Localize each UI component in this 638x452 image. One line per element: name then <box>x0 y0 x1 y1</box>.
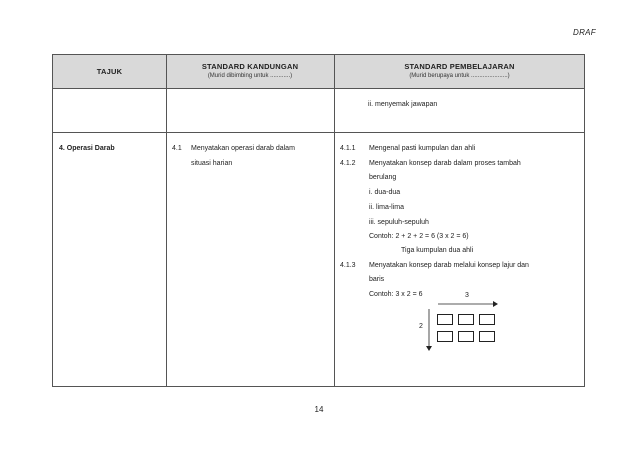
example-text: Contoh: 2 + 2 + 2 = 6 (3 x 2 = 6) <box>369 233 469 240</box>
table-header <box>53 55 584 89</box>
curriculum-table <box>52 54 585 387</box>
learning-subitem: i. dua-dua <box>369 189 401 196</box>
header-tajuk: TAJUK <box>96 67 123 76</box>
header-standard-kandungan-sub: (Murid dibimbing untuk ............) <box>207 73 293 79</box>
learning-text: Menyatakan konsep darab melalui konsep lajur dan <box>369 262 529 269</box>
learning-code: 4.1.2 <box>340 160 356 167</box>
array-box <box>437 314 453 325</box>
header-standard-pembelajaran: STANDARD PEMBELAJARAN <box>404 62 515 71</box>
example-caption: Tiga kumpulan dua ahli <box>401 247 474 254</box>
learning-text: Mengenal pasti kumpulan dan ahli <box>369 145 476 152</box>
array-box <box>458 314 474 325</box>
content-line-1: Menyatakan operasi darab dalam <box>191 145 295 152</box>
header-standard-kandungan: STANDARD KANDUNGAN <box>201 62 299 71</box>
column-divider <box>166 55 167 386</box>
content-line-2: situasi harian <box>191 160 233 167</box>
header-standard-pembelajaran-sub: (Murid berupaya untuk ......................) <box>409 73 510 79</box>
diagram-columns-label: 3 <box>465 292 469 299</box>
right-arrow-icon <box>438 300 498 308</box>
array-box <box>458 331 474 342</box>
array-box <box>479 314 495 325</box>
page-number: 14 <box>314 405 324 414</box>
learning-text: Menyatakan konsep darab dalam proses tambah <box>369 160 521 167</box>
row-divider <box>53 132 584 133</box>
array-box <box>437 331 453 342</box>
array-box <box>479 331 495 342</box>
learning-subitem: ii. lima-lima <box>369 204 404 211</box>
learning-text-cont: baris <box>369 276 385 283</box>
content-code: 4.1 <box>172 145 182 152</box>
learning-code: 4.1.1 <box>340 145 356 152</box>
learning-code: 4.1.3 <box>340 262 356 269</box>
down-arrow-icon <box>425 309 433 351</box>
diagram-rows-label: 2 <box>419 323 423 330</box>
example-text: Contoh: 3 x 2 = 6 <box>369 291 423 298</box>
learning-subitem: iii. sepuluh-sepuluh <box>369 219 429 226</box>
learning-item-check-answer: ii. menyemak jawapan <box>368 101 438 108</box>
column-divider <box>334 55 335 386</box>
draft-label: DRAF <box>573 28 596 37</box>
learning-text-cont: berulang <box>369 174 397 181</box>
topic-operasi-darab: 4. Operasi Darab <box>59 145 115 152</box>
